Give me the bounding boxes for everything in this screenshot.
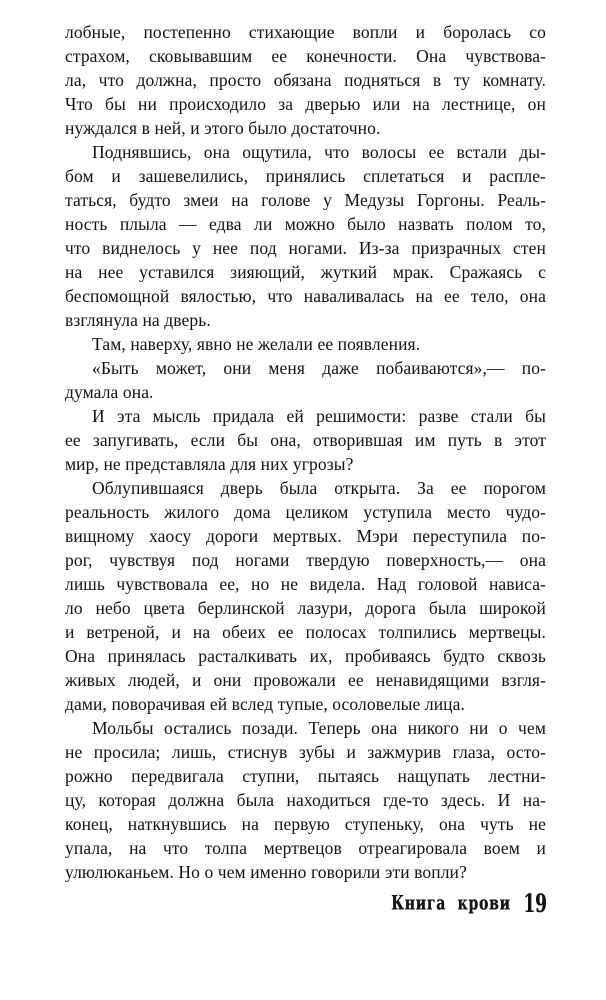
paragraph xyxy=(65,140,546,332)
text-line: страхом, сковывавшим ее конечности. Она чувствова- xyxy=(65,46,546,66)
footer-page-number: 19 xyxy=(523,889,547,918)
text-line: рог, чувствуя под ногами твердую поверхность,— она xyxy=(65,550,546,570)
text-line: цу, которая должна была находиться где-то здесь. И на- xyxy=(65,790,546,810)
paragraph xyxy=(65,404,546,476)
text-line: и ветреной, и на обеих ее полосах толпились мертвецы. xyxy=(65,622,546,642)
text-line: ность плыла — едва ли можно было назвать полом то, xyxy=(65,214,546,234)
text-line: думала она. xyxy=(65,382,154,402)
text-line: «Быть может, они меня даже побаиваются»,— по- xyxy=(92,358,546,378)
text-line: Там, наверху, явно не желали ее появления. xyxy=(92,334,421,354)
text-line: Поднявшись, она ощутила, что волосы ее встали ды- xyxy=(92,142,546,162)
text-line: улюлюканьем. Но о чем именно говорили эти вопли? xyxy=(65,862,467,882)
text-line: упала, на что толпа мертвецов отреагировала воем и xyxy=(65,838,546,858)
text-line: нуждался в ней, и этого было достаточно. xyxy=(65,118,381,138)
text-line: И эта мысль придала ей решимости: разве стали бы xyxy=(92,406,546,426)
text-line: взглянула на дверь. xyxy=(65,310,211,330)
paragraph xyxy=(65,716,546,884)
paragraph xyxy=(65,332,546,356)
paragraph xyxy=(65,20,546,140)
text-line: не просила; лишь, стиснув зубы и зажмурив глаза, осто- xyxy=(65,742,546,762)
text-line: живых людей, и они провожали ее ненавидящими взгля- xyxy=(65,670,546,690)
text-line: Облупившаяся дверь была открыта. За ее порогом xyxy=(92,478,546,498)
text-line: вищному хаосу дороги мертвых. Мэри переступила по- xyxy=(65,526,546,546)
footer-book-title: Книга крови xyxy=(391,892,512,916)
text-line: что виднелось у нее под ногами. Из-за призрачных стен xyxy=(65,238,546,258)
text-line: таться, будто змеи на голове у Медузы Горгоны. Реаль- xyxy=(65,190,546,210)
text-line: реальность жилого дома целиком уступила место чудо- xyxy=(65,502,546,522)
text-line: бом и зашевелились, принялись сплетаться и распле- xyxy=(65,166,546,186)
paragraph xyxy=(65,476,546,716)
text-line: дами, поворачивая ей вслед тупые, осоловелые лица. xyxy=(65,694,465,714)
text-line: конец, наткнувшись на первую ступеньку, она чуть не xyxy=(65,814,546,834)
text-line: рожно передвигала ступни, пытаясь нащупать лестни- xyxy=(65,766,546,786)
text-line: лишь чувствовала ее, но не видела. Над головой нависа- xyxy=(65,574,546,594)
page-text xyxy=(65,20,546,884)
text-line: Мольбы остались позади. Теперь она никого ни о чем xyxy=(92,718,546,738)
text-line: ее запугивать, если бы она, отворившая им путь в этот xyxy=(65,430,546,450)
text-line: лобные, постепенно стихающие вопли и боролась со xyxy=(65,22,546,42)
text-line: ла, что должна, просто обязана подняться в ту комнату. xyxy=(65,70,546,90)
text-line: мир, не представляла для них угрозы? xyxy=(65,454,354,474)
text-line: беспомощной вялостью, что наваливалась на ее тело, она xyxy=(65,286,546,306)
paragraph xyxy=(65,356,546,404)
text-line: на нее уставился зияющий, жуткий мрак. Сражаясь с xyxy=(65,262,546,282)
text-line: ло небо цвета берлинской лазури, дорога была широкой xyxy=(65,598,546,618)
text-line: Что бы ни происходило за дверью или на лестнице, он xyxy=(65,94,546,114)
text-line: Она принялась расталкивать их, пробиваясь будто сквозь xyxy=(65,646,546,666)
running-footer xyxy=(391,889,547,918)
